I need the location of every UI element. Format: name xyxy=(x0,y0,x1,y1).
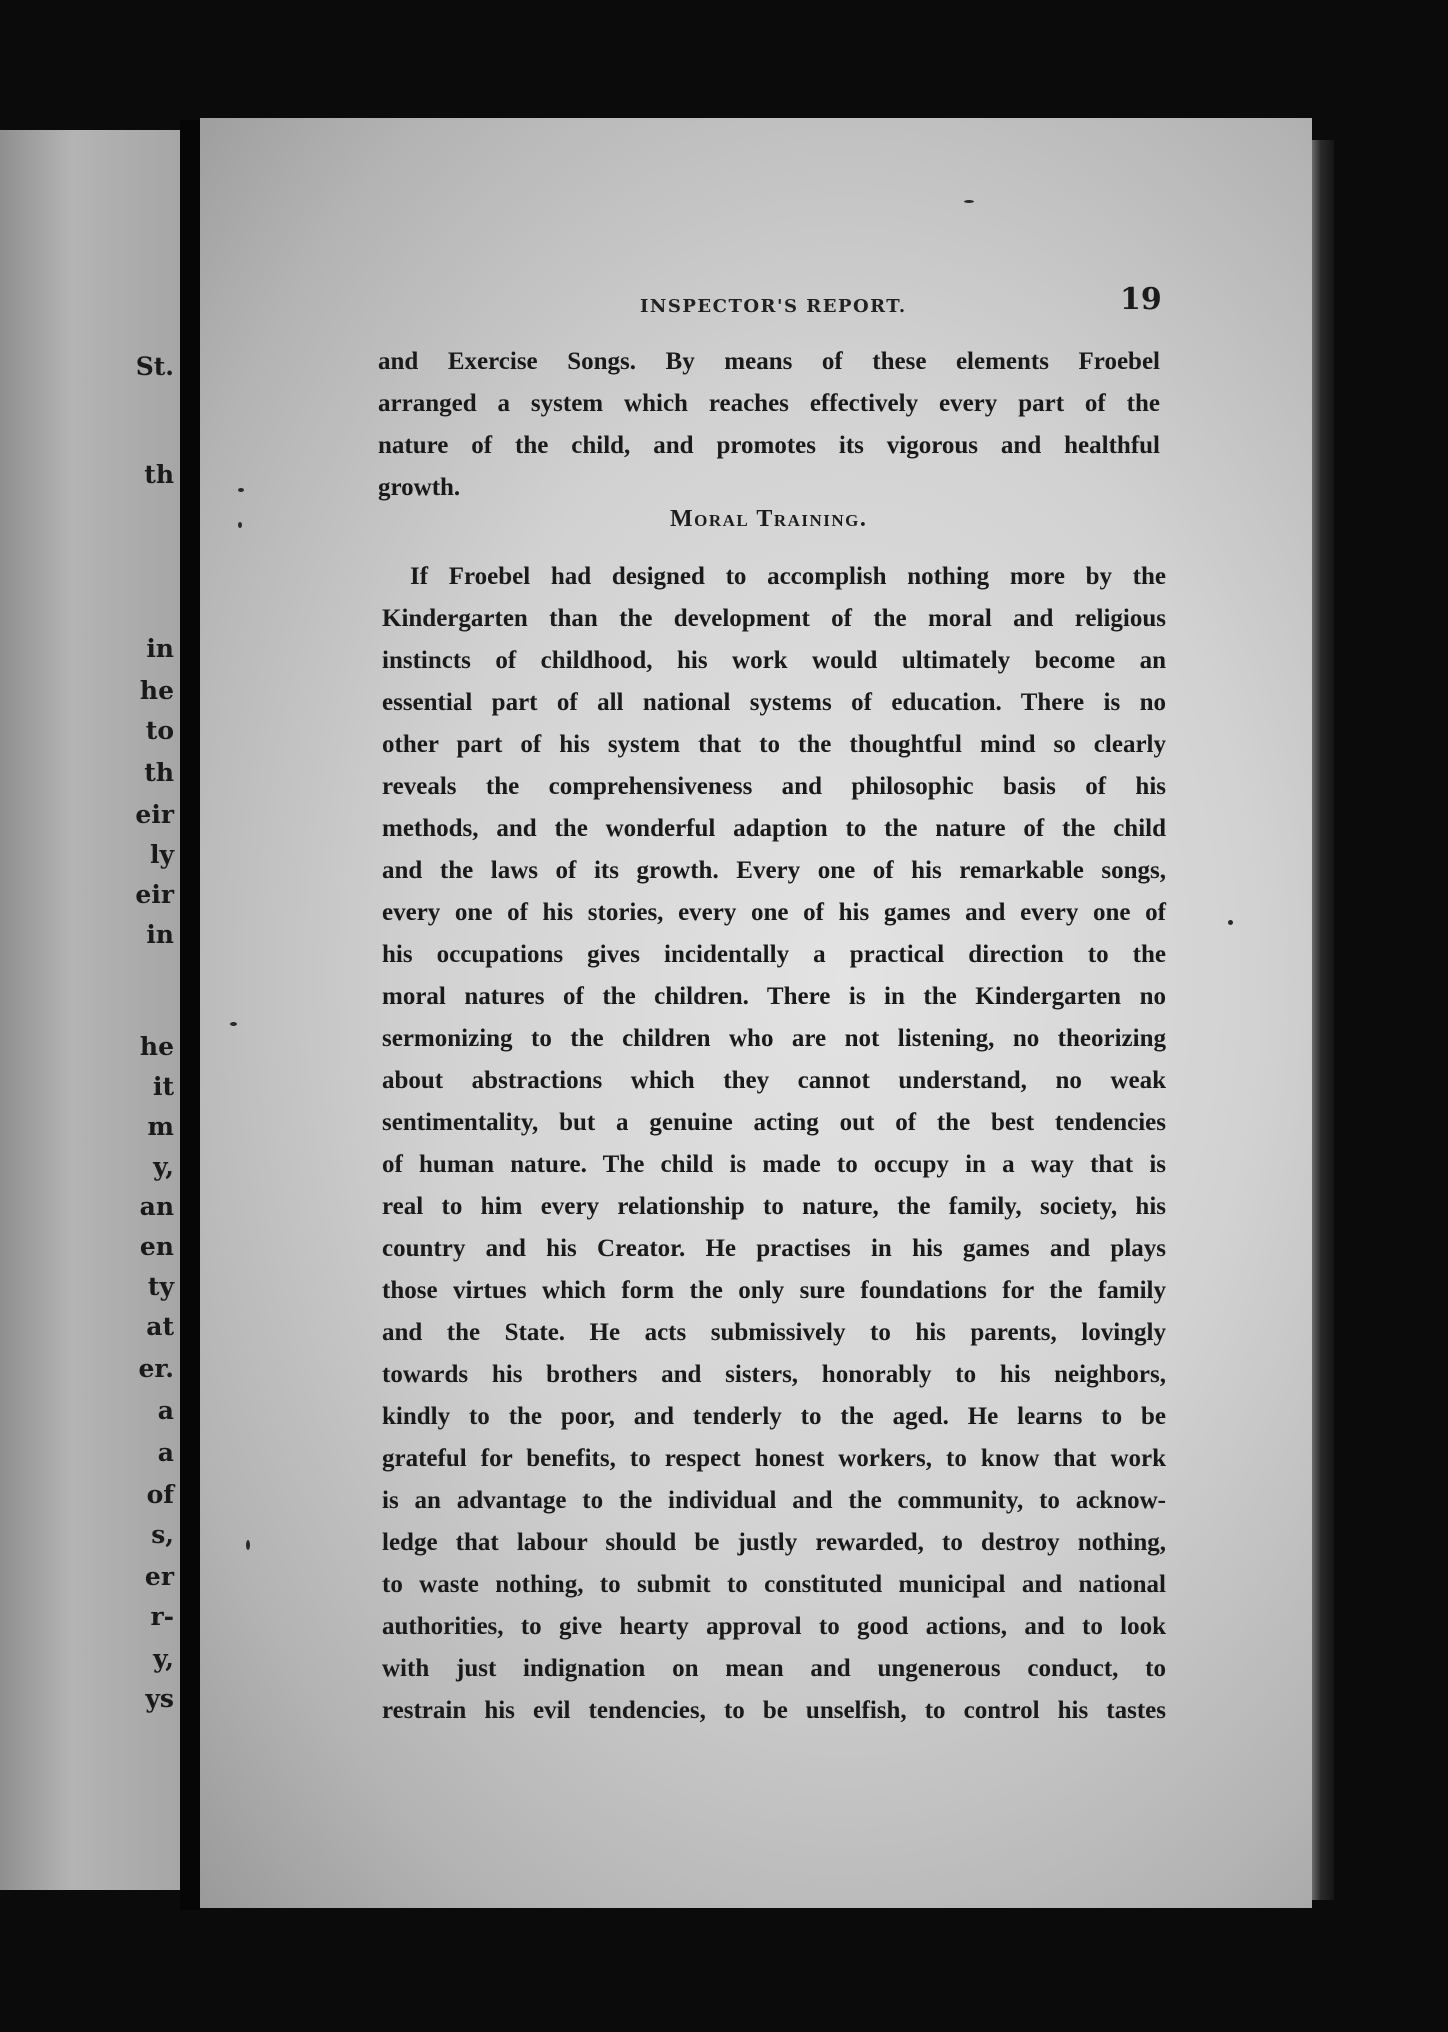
text-line: growth. xyxy=(378,474,461,501)
left-page-text-fragment: St. xyxy=(135,352,174,381)
text-line: and the laws of its growth. Every one of his remarkable songs, xyxy=(382,857,1166,884)
text-line: towards his brothers and sisters, honorably to his neighbors, xyxy=(382,1361,1166,1388)
section-heading: Moral Training. xyxy=(670,506,868,532)
text-line: sentimentality, but a genuine acting out of the best tendencies xyxy=(382,1109,1166,1136)
left-page-text-fragment: in xyxy=(146,634,174,663)
paragraph-exercise-songs xyxy=(378,341,1160,509)
text-line: restrain his evil tendencies, to be unselfish, to control his tastes xyxy=(382,1697,1166,1724)
text-line: authorities, to give hearty approval to good actions, and to look xyxy=(382,1613,1166,1640)
left-page-text-fragment: eir xyxy=(135,800,174,829)
text-line: those virtues which form the only sure foundations for the family xyxy=(382,1277,1166,1304)
left-page-text-fragment: a xyxy=(157,1438,174,1467)
page-number: 19 xyxy=(1120,282,1162,317)
text-line: instincts of childhood, his work would ultimately become an xyxy=(382,647,1166,674)
text-line: essential part of all national systems of education. There is no xyxy=(382,689,1166,716)
text-line: methods, and the wonderful adaption to the nature of the child xyxy=(382,815,1166,842)
text-line: about abstractions which they cannot understand, no weak xyxy=(382,1067,1166,1094)
text-line: real to him every relationship to nature, the family, society, his xyxy=(382,1193,1166,1220)
previous-page xyxy=(0,130,180,1890)
text-line: If Froebel had designed to accomplish nothing more by the xyxy=(410,563,1166,590)
left-page-text-fragment: a xyxy=(157,1396,174,1425)
left-page-text-fragment: eir xyxy=(135,880,174,909)
text-line: his occupations gives incidentally a practical direction to the xyxy=(382,941,1166,968)
text-line: Kindergarten than the development of the moral and religious xyxy=(382,605,1166,632)
text-line: to waste nothing, to submit to constituted municipal and national xyxy=(382,1571,1166,1598)
left-page-text-fragment: an xyxy=(139,1192,174,1221)
text-line: country and his Creator. He practises in his games and plays xyxy=(382,1235,1166,1262)
text-line: nature of the child, and promotes its vigorous and healthful xyxy=(378,432,1160,459)
text-line: with just indignation on mean and ungenerous conduct, to xyxy=(382,1655,1166,1682)
text-line: reveals the comprehensiveness and philosophic basis of his xyxy=(382,773,1166,800)
left-page-text-fragment: s, xyxy=(151,1520,174,1549)
left-page-text-fragment: at xyxy=(146,1312,174,1341)
paragraph-moral-training xyxy=(382,556,1166,1732)
dust-speck xyxy=(246,1540,250,1550)
left-page-text-fragment: y, xyxy=(153,1644,174,1673)
left-page-text-fragment: er. xyxy=(138,1354,174,1383)
text-line: sermonizing to the children who are not listening, no theorizing xyxy=(382,1025,1166,1052)
page-edge xyxy=(1312,140,1334,1900)
dust-speck xyxy=(238,488,244,492)
left-page-text-fragment: it xyxy=(152,1072,174,1101)
running-head: INSPECTOR'S REPORT. xyxy=(640,296,907,317)
left-page-text-fragment: m xyxy=(147,1112,174,1141)
text-line: of human nature. The child is made to occupy in a way that is xyxy=(382,1151,1166,1178)
text-line: ledge that labour should be justly rewarded, to destroy nothing, xyxy=(382,1529,1166,1556)
text-line: is an advantage to the individual and the community, to acknow- xyxy=(382,1487,1166,1514)
text-line: arranged a system which reaches effectively every part of the xyxy=(378,390,1160,417)
dust-speck xyxy=(1228,920,1233,925)
text-line: other part of his system that to the thoughtful mind so clearly xyxy=(382,731,1166,758)
left-page-text-fragment: en xyxy=(139,1232,174,1261)
dust-speck xyxy=(964,200,974,203)
left-page-text-fragment: er xyxy=(144,1562,174,1591)
left-page-text-fragment: he xyxy=(139,1032,174,1061)
text-line: and Exercise Songs. By means of these elements Froebel xyxy=(378,348,1160,375)
text-line: kindly to the poor, and tenderly to the aged. He learns to be xyxy=(382,1403,1166,1430)
text-line: and the State. He acts submissively to his parents, lovingly xyxy=(382,1319,1166,1346)
left-page-text-fragment: th xyxy=(144,758,174,787)
dust-speck xyxy=(230,1022,237,1026)
left-page-text-fragment: th xyxy=(144,460,174,489)
text-line: grateful for benefits, to respect honest workers, to know that work xyxy=(382,1445,1166,1472)
text-line: every one of his stories, every one of his games and every one of xyxy=(382,899,1166,926)
left-page-text-fragment: y, xyxy=(153,1152,174,1181)
left-page-text-fragment: ly xyxy=(149,840,174,869)
left-page-text-fragment: of xyxy=(146,1480,174,1509)
text-line: moral natures of the children. There is in the Kindergarten no xyxy=(382,983,1166,1010)
left-page-text-fragment: ys xyxy=(145,1684,174,1713)
page-gutter xyxy=(180,120,200,1910)
left-page-text-fragment: r- xyxy=(150,1602,174,1631)
left-page-text-fragment: ty xyxy=(147,1272,174,1301)
left-page-text-fragment: he xyxy=(139,676,174,705)
left-page-text-fragment: in xyxy=(146,920,174,949)
left-page-text-fragment: to xyxy=(145,716,174,745)
dust-speck xyxy=(238,522,242,528)
